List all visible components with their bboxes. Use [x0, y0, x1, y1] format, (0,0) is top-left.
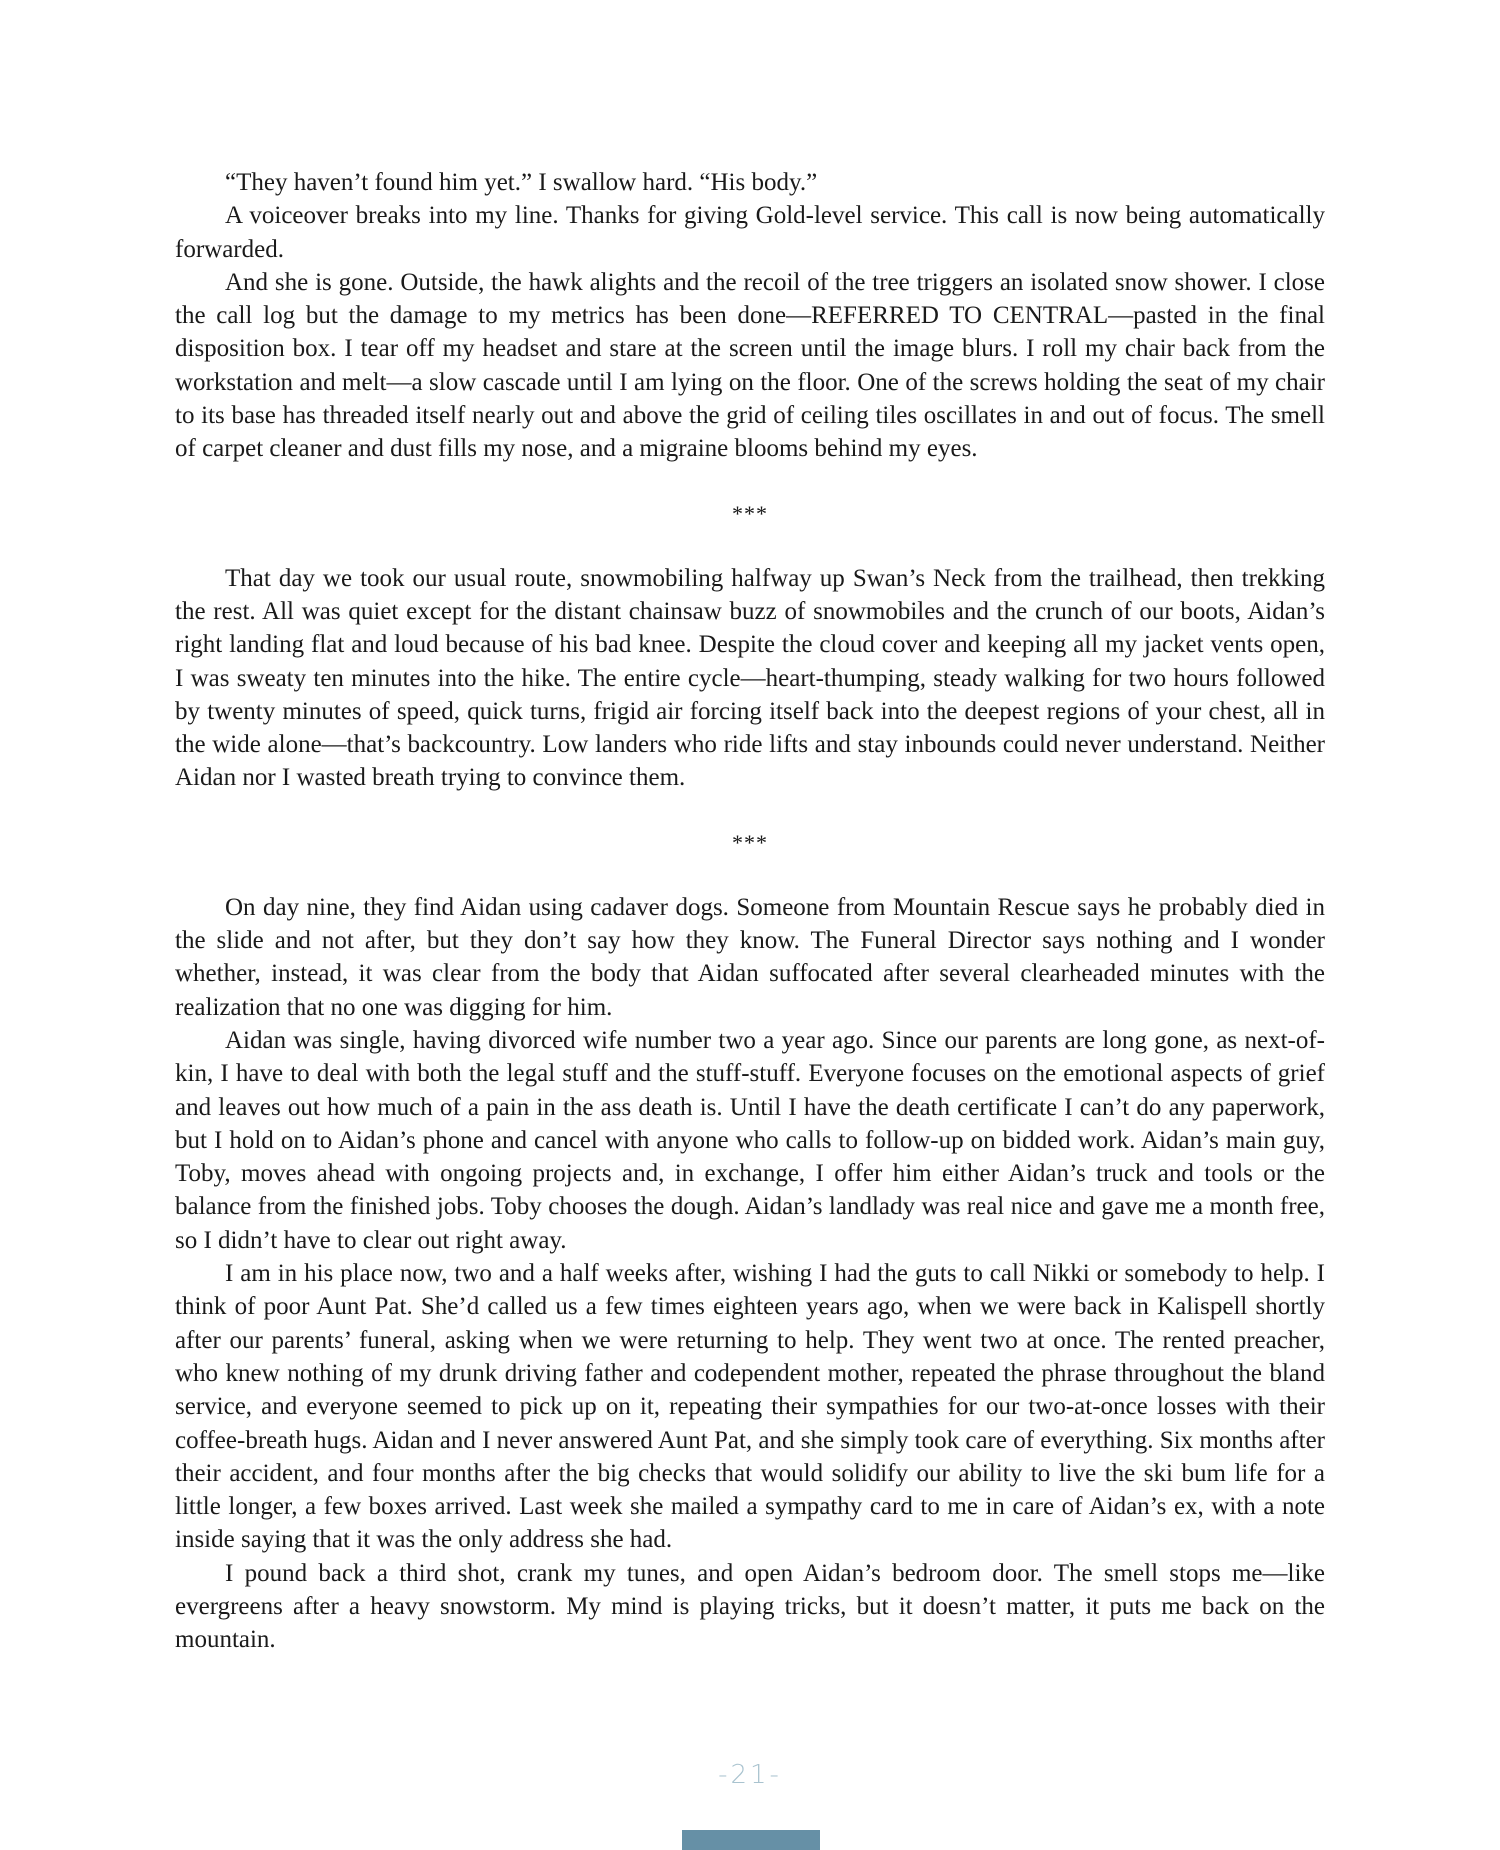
page-body [175, 166, 1325, 1657]
footer-accent-tab [682, 1830, 820, 1850]
paragraph: On day nine, they find Aidan using cadaver dogs. Someone from Mountain Rescue says he probably died in the slide and not after, but they don’t say how they know. The Funeral Director says nothing and I wonder whether, instead, it was clear from the body that Aidan suffocated after several clearheaded minutes with the realization that no one was digging for him. [175, 893, 1325, 1021]
paragraph: I am in his place now, two and a half weeks after, wishing I had the guts to call Nikki or somebody to help. I think of poor Aunt Pat. She’d called us a few times eighteen years ago, when we were back in Kalispell shortly after our parents’ funeral, asking when we were returning to help. They went two at once. The rented preacher, who knew nothing of my drunk driving father and codependent mother, repeated the phrase throughout the bland service, and everyone seemed to pick up on it, repeating their sympathies for our two-at-once losses with their coffee-breath hugs. Aidan and I never answered Aunt Pat, and she simply took care of everything. Six months after their accident, and four months after the big checks that would solidify our ability to live the ski bum life for a little longer, a few boxes arrived. Last week she mailed a sympathy card to me in care of Aidan’s ex, with a note inside saying that it was the only address she had. [175, 1260, 1325, 1554]
paragraph: And she is gone. Outside, the hawk alights and the recoil of the tree triggers an isolated snow shower. I close the call log but the damage to my metrics has been done—REFERRED TO CENTRAL—pasted in the final disposition box. I tear off my headset and stare at the screen until the image blurs. I roll my chair back from the workstation and melt—a slow cascade until I am lying on the floor. One of the screws holding the seat of my chair to its base has threaded itself nearly out and above the grid of ceiling tiles oscillates in and out of focus. The smell of carpet cleaner and dust fills my nose, and a migraine blooms behind my eyes. [175, 268, 1325, 463]
section-break: *** [732, 829, 768, 855]
page-number: -21- [718, 1760, 782, 1790]
section-break: *** [732, 500, 768, 526]
paragraph: A voiceover breaks into my line. Thanks for giving Gold-level service. This call is now being automatically forwarded. [175, 202, 1325, 263]
paragraph: Aidan was single, having divorced wife number two a year ago. Since our parents are long gone, as next-of-kin, I have to deal with both the legal stuff and the stuff-stuff. Everyone focuses on the emotional aspects of grief and leaves out how much of a pain in the ass death is. Until I have the death certificate I can’t do any paperwork, but I hold on to Aidan’s phone and cancel with anyone who calls to follow-up on bidded work. Aidan’s main guy, Toby, moves ahead with ongoing projects and, in exchange, I offer him either Aidan’s truck and tools or the balance from the finished jobs. Toby chooses the dough. Aidan’s landlady was real nice and gave me a month free, so I didn’t have to clear out right away. [175, 1026, 1325, 1254]
paragraph: That day we took our usual route, snowmobiling halfway up Swan’s Neck from the trailhead, then trekking the rest. All was quiet except for the distant chainsaw buzz of snowmobiles and the crunch of our boots, Aidan’s right landing flat and loud because of his bad knee. Despite the cloud cover and keeping all my jacket vents open, I was sweaty ten minutes into the hike. The entire cycle—heart-thumping, steady walking for two hours followed by twenty minutes of speed, quick turns, frigid air forcing itself back into the deepest regions of your chest, all in the wide alone—that’s backcountry. Low landers who ride lifts and stay inbounds could never understand. Neither Aidan nor I wasted breath trying to convince them. [175, 564, 1325, 792]
paragraph: “They haven’t found him yet.” I swallow hard. “His body.” [225, 169, 818, 196]
paragraph: I pound back a third shot, crank my tunes, and open Aidan’s bedroom door. The smell stops me—like evergreens after a heavy snowstorm. My mind is playing tricks, but it doesn’t matter, it puts me back on the mountain. [175, 1559, 1325, 1654]
